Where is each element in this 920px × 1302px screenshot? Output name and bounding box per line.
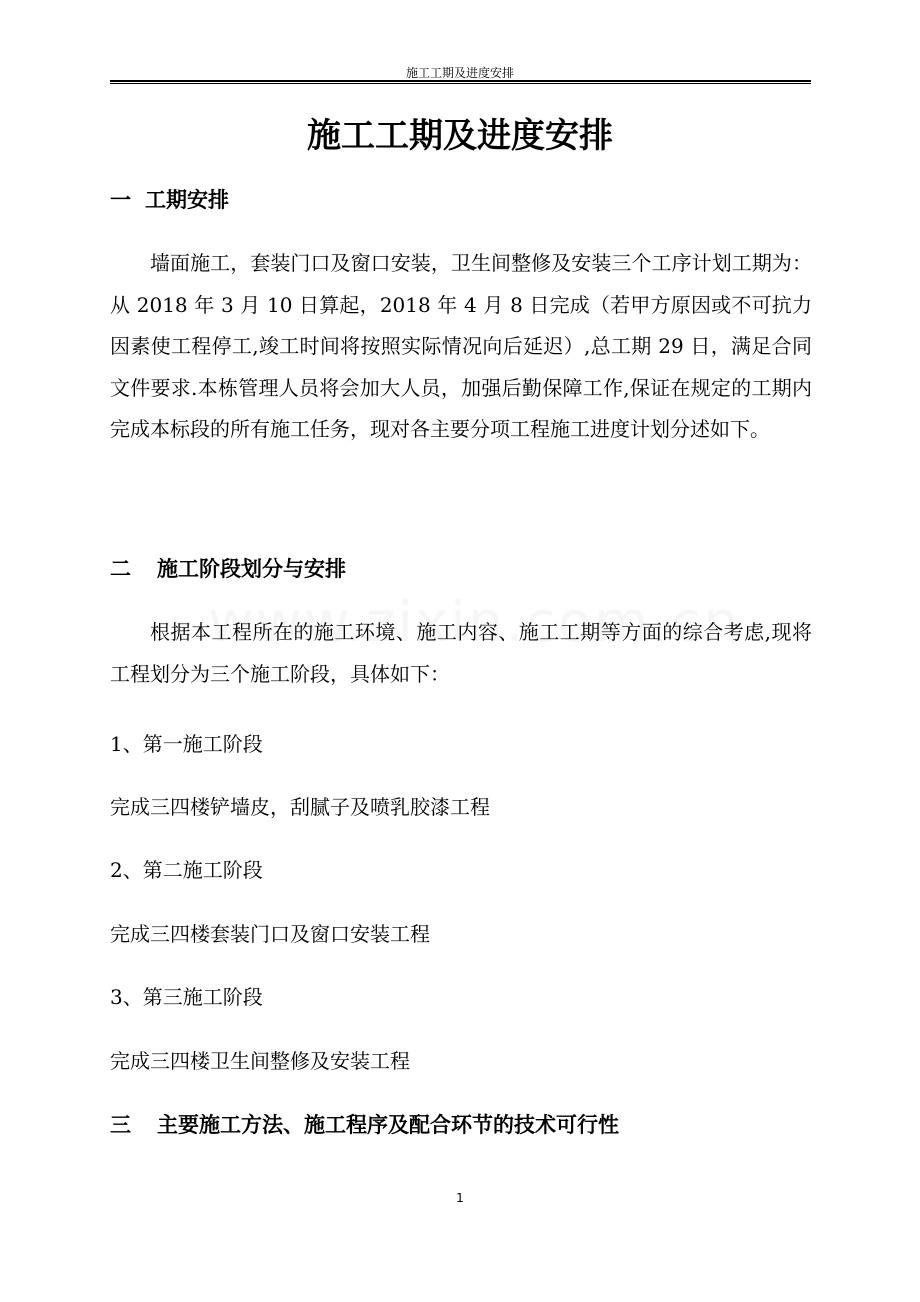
stage-content: 完成三四楼套装门口及窗口安装工程 xyxy=(110,922,430,946)
header-rule xyxy=(110,80,811,82)
stage-content: 完成三四楼铲墙皮，刮腻子及喷乳胶漆工程 xyxy=(110,795,490,819)
section-heading-2 xyxy=(110,554,346,584)
page-number: 1 xyxy=(456,1191,464,1205)
page-header: 施工工期及进度安排 xyxy=(405,66,514,80)
stage-label: 2、第二施工阶段 xyxy=(110,858,263,882)
section-title: 主要施工方法、施工程序及配合环节的技术可行性 xyxy=(157,1113,619,1137)
document-title: 施工工期及进度安排 xyxy=(307,116,613,156)
section-title: 工期安排 xyxy=(145,188,229,212)
section-number: 二 xyxy=(110,557,131,581)
header-rule-thin xyxy=(110,83,811,84)
section-1-paragraph: 墙面施工，套装门口及窗口安装，卫生间整修及安装三个工序计划工期为：从 2018 年 3 月 10 日算起，2018 年 4 月 8 日完成（若甲方原因或不可抗力因素使工程停工,竣工时间将按照实际情况向后延迟）,总工期 29 日，满足合同文件要求.本栋管理人员将会加大人员，加强后勤保障工作,保证在规定的工期内完成本标段的所有施工任务，现对各主要分项工程施工进度计划分述如下。 xyxy=(110,251,812,441)
stage-content: 完成三四楼卫生间整修及安装工程 xyxy=(110,1049,410,1073)
section-number: 一 xyxy=(110,188,131,212)
section-2-paragraph: 根据本工程所在的施工环境、施工内容、施工工期等方面的综合考虑,现将工程划分为三个施工阶段，具体如下： xyxy=(110,620,812,686)
section-title: 施工阶段划分与安排 xyxy=(157,557,346,581)
section-heading-1 xyxy=(110,185,229,215)
stage-label: 1、第一施工阶段 xyxy=(110,732,263,756)
section-heading-3 xyxy=(110,1110,619,1140)
stage-label: 3、第三施工阶段 xyxy=(110,985,263,1009)
section-number: 三 xyxy=(110,1113,131,1137)
